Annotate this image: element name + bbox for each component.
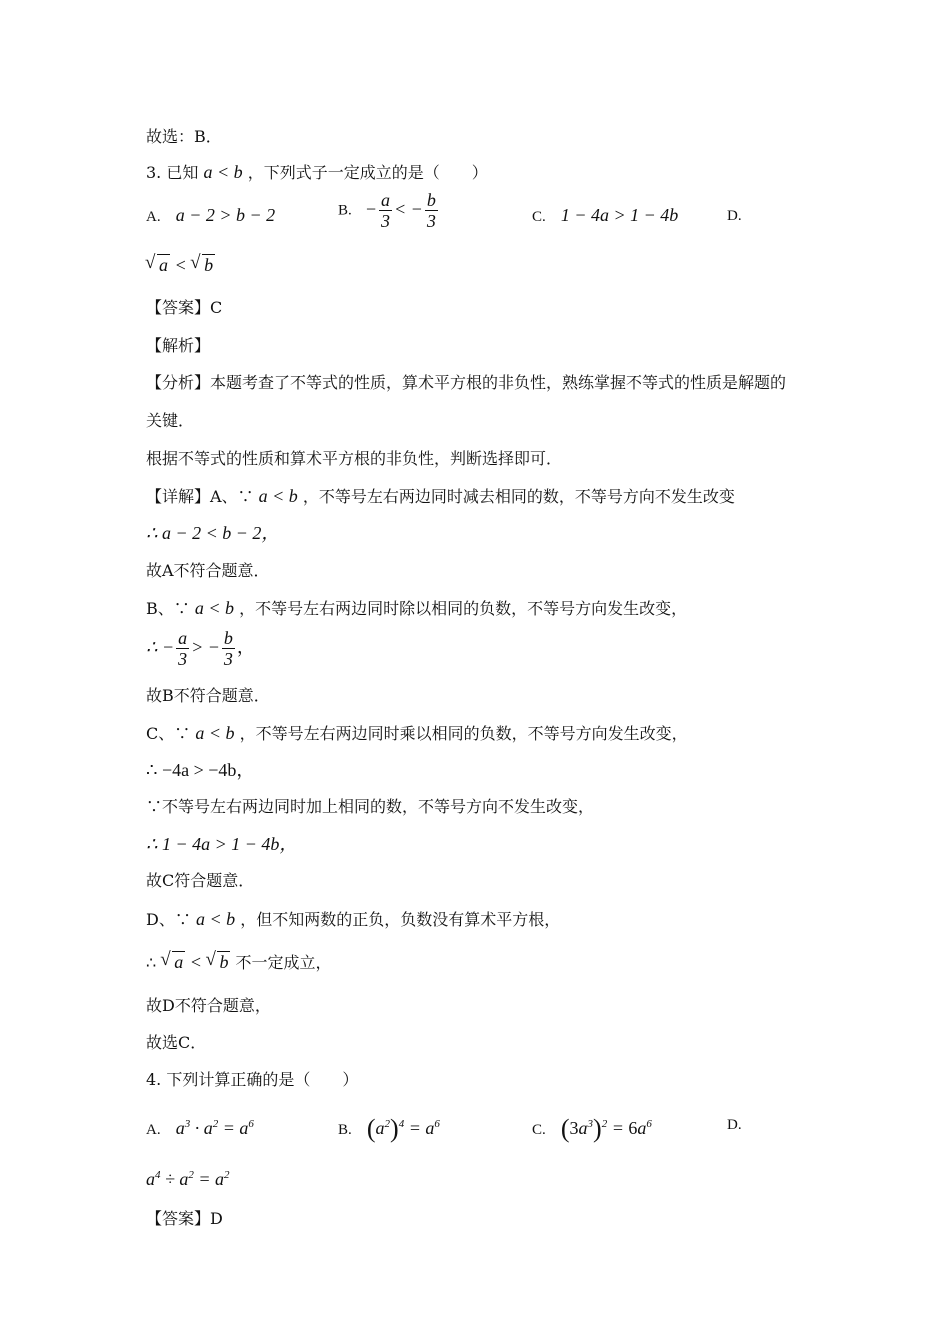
detail-b-result (146, 628, 255, 669)
option-label: A. (146, 1122, 161, 1138)
option-math: a − 2 > b − 2 (175, 205, 276, 225)
analysis-heading: 【解析】 (146, 336, 211, 355)
q4-option-a (146, 1113, 254, 1141)
option-label: C. (532, 1122, 546, 1138)
detail-c-conclusion: 故C符合题意． (146, 871, 255, 890)
detail-d-text: ，但不知两数的正负，负数没有算术平方根， (240, 910, 561, 929)
detail-d-conclusion: 故D不符合题意， (146, 996, 271, 1015)
detail-b-text: ，不等号左右两边同时除以相同的负数，不等号方向发生改变， (239, 599, 688, 618)
detail-c-result-2 (146, 833, 297, 856)
detail-a-result (146, 522, 279, 545)
question-3-stem-tail: ，下列式子一定成立的是（ ） (247, 163, 488, 182)
option-label: D. (727, 1117, 742, 1133)
final-choice: 故选C． (146, 1033, 207, 1052)
detail-a-line (146, 485, 735, 508)
answer-line: 【答案】C (146, 298, 223, 317)
detail-c-text: ，不等号左右两边同时乘以相同的负数，不等号方向发生改变， (239, 724, 688, 743)
detail-a-conclusion: 故A不符合题意． (146, 561, 270, 580)
therefore-symbol: ∴ (146, 953, 157, 972)
detail-d-result (146, 951, 332, 974)
q3-option-a (146, 204, 275, 228)
option-label: B. (338, 202, 352, 219)
question-4-stem: 4. 下列计算正确的是（ ） (146, 1070, 359, 1089)
question-3-stem (146, 161, 488, 184)
inline-math: a < b (203, 162, 243, 182)
q3-option-d (727, 204, 742, 227)
detail-d-prefix: D、∵ (146, 910, 191, 929)
q4-option-d-content (146, 1164, 230, 1191)
option-math: $a^4 \div a^2 = a^2$ (146, 1169, 230, 1189)
option-math: $a^3 \cdot a^2 = a^6$ (175, 1118, 254, 1138)
conclusion-line: 故选：B． (146, 127, 222, 146)
q4-option-d (727, 1113, 742, 1136)
detail-d-line (146, 908, 560, 931)
option-math: − $\frac{a}{3}$ < − $\frac{b}{3}$ (364, 190, 436, 231)
option-math: $(3a^3)^2 = 6a^6$ (560, 1114, 652, 1143)
analysis-line-1: 【分析】本题考查了不等式的性质，算术平方根的非负性，熟练掌握不等式的性质是解题的 (146, 373, 787, 392)
inline-math: a < b (195, 909, 236, 929)
option-math: 1 − 4a > 1 − 4b (560, 205, 679, 225)
option-label: C. (532, 209, 546, 225)
analysis-line-3: 根据不等式的性质和算术平方根的非负性，判断选择即可． (146, 449, 563, 468)
inline-math: ∴ 1 − 4a > 1 − 4b， (146, 834, 298, 854)
inline-math: a < b (194, 598, 235, 618)
detail-c-line (146, 722, 688, 745)
option-label: A. (146, 209, 161, 225)
analysis-line-2: 关键． (146, 411, 195, 430)
detail-a-prefix: 【详解】A、∵ (146, 487, 254, 506)
question-3-number: 3. 已知 (146, 163, 199, 182)
q3-option-c (532, 204, 678, 228)
option-label: D. (727, 208, 742, 224)
detail-c-result-1 (146, 759, 254, 782)
detail-b-prefix: B、∵ (146, 599, 190, 618)
answer-line-q4: 【答案】D (146, 1209, 223, 1228)
q4-option-c (532, 1113, 652, 1141)
inline-math: ∴ a − 2 < b − 2， (146, 523, 280, 543)
inline-math: √ a < √ b (161, 952, 230, 972)
option-label: B. (338, 1122, 352, 1138)
inline-math: ∴ − $\frac{a}{3}$ > − $\frac{b}{3}$ ， (146, 628, 255, 669)
detail-c-reason: ∵不等号左右两边同时加上相同的数，不等号方向不发生改变， (146, 797, 595, 816)
inline-math: a < b (258, 486, 298, 506)
inline-math: a < b (195, 723, 235, 743)
q3-option-d-content (146, 254, 215, 277)
q3-option-b (338, 190, 440, 231)
detail-d-result-text: 不一定成立， (235, 953, 332, 972)
option-math: $(a^2)^4 = a^6$ (366, 1114, 440, 1143)
q4-option-b (338, 1113, 440, 1141)
option-math: √ a < √ b (146, 255, 215, 275)
detail-b-line (146, 597, 687, 620)
detail-a-text: ，不等号左右两边同时减去相同的数，不等号方向不发生改变 (302, 487, 735, 506)
detail-b-conclusion: 故B不符合题意． (146, 686, 270, 705)
inline-math: ∴ −4a > −4b， (146, 760, 255, 780)
detail-c-prefix: C、∵ (146, 724, 191, 743)
